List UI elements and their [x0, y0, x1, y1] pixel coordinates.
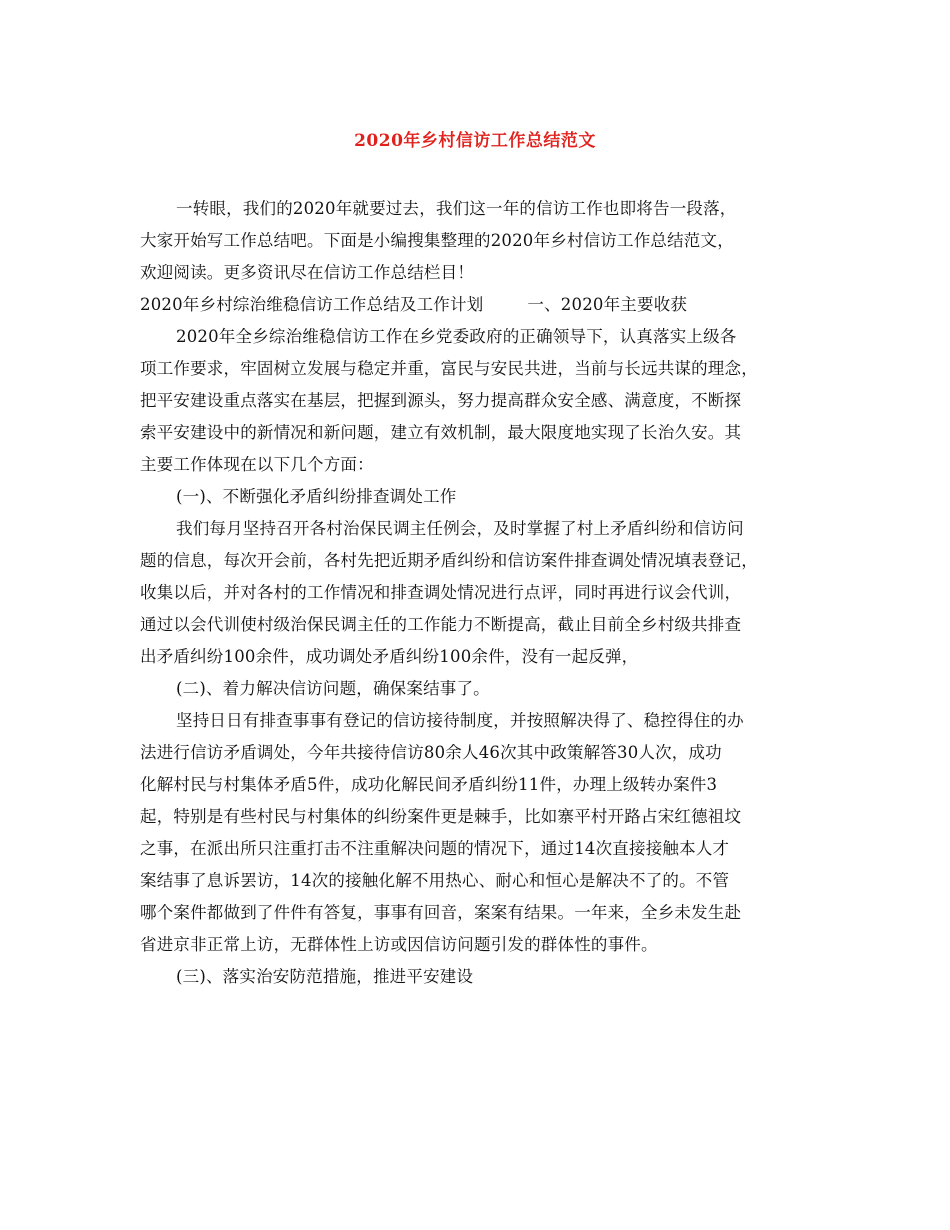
text-line — [140, 257, 830, 289]
line-text: 大家开始写工作总结吧。下面是小编搜集整理的2020年乡村信访工作总结范文， — [140, 231, 734, 250]
text-line — [140, 705, 830, 737]
line-text: 项工作要求，牢固树立发展与稳定并重，富民与安民共进，当前与长远共谋的理念， — [140, 359, 758, 378]
text-line — [140, 641, 830, 673]
line-text: 起，特别是有些村民与村集体的纠纷案件更是棘手，比如寨平村开路占宋红德祖坟 — [140, 807, 742, 826]
text-line — [140, 929, 830, 961]
text-line — [140, 321, 830, 353]
line-text: 出矛盾纠纷100余件，成功调处矛盾纠纷100余件，没有一起反弹， — [140, 647, 639, 666]
line-text: 案结事了息诉罢访，14次的接触化解不用热心、耐心和恒心是解决不了的。不管 — [140, 871, 730, 890]
text-line — [140, 545, 830, 577]
line-text: 省进京非正常上访，无群体性上访或因信访问题引发的群体性的事件。 — [140, 935, 658, 954]
line-text: 主要工作体现在以下几个方面： — [140, 455, 374, 474]
text-line — [140, 481, 830, 513]
text-line — [140, 961, 830, 993]
text-line — [140, 769, 830, 801]
text-line — [140, 193, 830, 225]
line-text: 化解村民与村集体矛盾5件，成功化解民间矛盾纠纷11件，办理上级转办案件3 — [140, 775, 718, 794]
section-heading: 一、2020年主要收获 — [527, 295, 688, 314]
line-text: (一)、不断强化矛盾纠纷排查调处工作 — [176, 487, 457, 506]
line-text: 收集以后，并对各村的工作情况和排查调处情况进行点评，同时再进行议会代训， — [140, 583, 742, 602]
line-text: 2020年乡村综治维稳信访工作总结及工作计划 — [140, 295, 484, 314]
text-line — [140, 225, 830, 257]
text-line — [140, 801, 830, 833]
text-line — [140, 833, 830, 865]
line-text: 把平安建设重点落实在基层，把握到源头，努力提高群众安全感、满意度，不断探 — [140, 391, 742, 410]
document-title: 2020年乡村信访工作总结范文 — [354, 131, 596, 151]
document-body — [140, 193, 830, 993]
line-text: 我们每月坚持召开各村治保民调主任例会，及时掌握了村上矛盾纠纷和信访问 — [176, 519, 744, 538]
text-line — [140, 449, 830, 481]
text-line — [140, 737, 830, 769]
line-text: 哪个案件都做到了件件有答复，事事有回音，案案有结果。一年来，全乡未发生赴 — [140, 903, 742, 922]
text-line — [140, 577, 830, 609]
text-line — [140, 417, 830, 449]
text-line — [140, 673, 830, 705]
line-text: 索平安建设中的新情况和新问题，建立有效机制，最大限度地实现了长治久安。其 — [140, 423, 742, 442]
line-text: (三)、落实治安防范措施，推进平安建设 — [176, 967, 474, 986]
text-line — [140, 513, 830, 545]
line-text: 通过以会代训使村级治保民调主任的工作能力不断提高，截止目前全乡村级共排查 — [140, 615, 742, 634]
line-text: 欢迎阅读。更多资讯尽在信访工作总结栏目！ — [140, 263, 474, 282]
line-text: 2020年全乡综治维稳信访工作在乡党委政府的正确领导下，认真落实上级各 — [176, 327, 737, 346]
text-line — [140, 385, 830, 417]
line-text: 之事，在派出所只注重打击不注重解决问题的情况下，通过14次直接接触本人才 — [140, 839, 730, 858]
text-line — [140, 289, 830, 321]
text-line — [140, 353, 830, 385]
line-text: 坚持日日有排查事事有登记的信访接待制度，并按照解决得了、稳控得住的办 — [176, 711, 744, 730]
line-text: 题的信息，每次开会前，各村先把近期矛盾纠纷和信访案件排查调处情况填表登记， — [140, 551, 758, 570]
line-text: 一转眼，我们的2020年就要过去，我们这一年的信访工作也即将告一段落， — [176, 199, 737, 218]
text-line — [140, 897, 830, 929]
line-text: 法进行信访矛盾调处，今年共接待信访80余人46次其中政策解答30人次，成功 — [140, 743, 722, 762]
text-line — [140, 609, 830, 641]
text-line — [140, 865, 830, 897]
line-text: (二)、着力解决信访问题，确保案结事了。 — [176, 679, 490, 698]
